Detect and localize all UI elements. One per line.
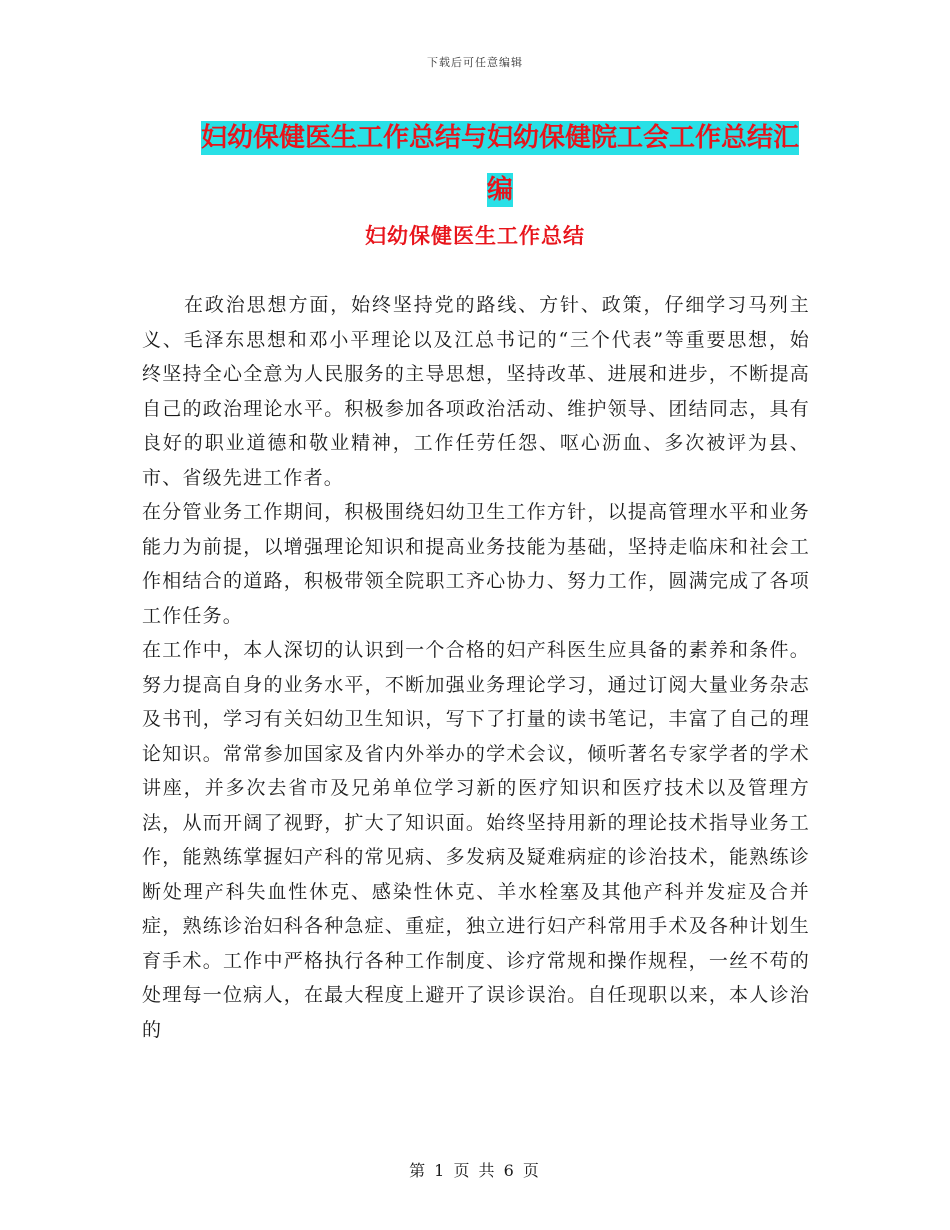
document-title-text: 妇幼保健医生工作总结与妇幼保健院工会工作总结汇编: [200, 123, 799, 205]
document-title: [195, 112, 805, 216]
document-body: [142, 288, 810, 1047]
paragraph-1: 在政治思想方面，始终坚持党的路线、方针、政策，仔细学习马列主义、毛泽东思想和邓小平理论以及江总书记的“三个代表”等重要思想，始终坚持全心全意为人民服务的主导思想，坚持改革、进展和进步，不断提高自己的政治理论水平。积极参加各项政治活动、维护领导、团结同志，具有良好的职业道德和敬业精神，工作任劳任怨、呕心沥血、多次被评为县、市、省级先进工作者。: [142, 294, 810, 489]
page-header-note: 下载后可任意编辑: [427, 56, 523, 69]
paragraph-3: 在工作中，本人深切的认识到一个合格的妇产科医生应具备的素养和条件。努力提高自身的业务水平，不断加强业务理论学习，通过订阅大量业务杂志及书刊，学习有关妇幼卫生知识，写下了打量的读书笔记，丰富了自己的理论知识。常常参加国家及省内外举办的学术会议，倾听著名专家学者的学术讲座，并多次去省市及兄弟单位学习新的医疗知识和医疗技术以及管理方法，从而开阔了视野，扩大了知识面。始终坚持用新的理论技术指导业务工作，能熟练掌握妇产科的常见病、多发病及疑难病症的诊治技术，能熟练诊断处理产科失血性休克、感染性休克、羊水栓塞及其他产科并发症及合并症，熟练诊治妇科各种急症、重症，独立进行妇产科常用手术及各种计划生育手术。工作中严格执行各种工作制度、诊疗常规和操作规程，一丝不苟的处理每一位病人，在最大程度上避开了误诊误治。自任现职以来，本人诊治的: [142, 639, 810, 1041]
section-title: 妇幼保健医生工作总结: [365, 223, 585, 248]
page-number: 第 1 页 共 6 页: [409, 1161, 541, 1180]
paragraph-2: 在分管业务工作期间，积极围绕妇幼卫生工作方针，以提高管理水平和业务能力为前提，以增强理论知识和提高业务技能为基础，坚持走临床和社会工作相结合的道路，积极带领全院职工齐心协力、努力工作，圆满完成了各项工作任务。: [142, 501, 810, 627]
